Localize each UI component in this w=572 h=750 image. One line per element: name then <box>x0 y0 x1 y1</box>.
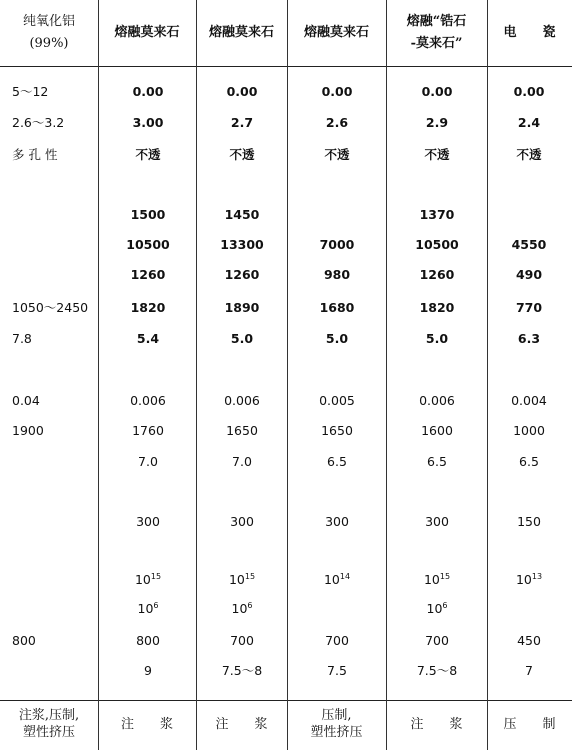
value-cell: 1820 <box>419 300 455 315</box>
cell-text-line: 注 浆 <box>215 716 268 732</box>
cell-text-line: 熔融莫来石 <box>303 25 369 40</box>
value-cell: 10500 <box>126 237 170 252</box>
exponent: 14 <box>339 571 351 581</box>
property-cell: 7.8 <box>12 331 32 346</box>
value-cell: 7.5～8 <box>416 663 458 678</box>
value-cell: 1450 <box>224 207 260 222</box>
value-cell: 800 <box>136 633 160 648</box>
value-cell: 700 <box>425 633 449 648</box>
value-cell: 不透 <box>135 147 161 162</box>
value-cell: $10^6$ <box>137 600 159 616</box>
exponent: 6 <box>247 600 253 610</box>
property-cell: 1050～2450 <box>12 300 89 315</box>
cell-text-line: 纯氧化铝 <box>22 14 75 29</box>
cell-text-line: 压 制 <box>503 716 556 732</box>
value-cell: $10^{13}$ <box>515 571 543 587</box>
property-cell: 800 <box>12 633 36 648</box>
value-cell: 0.004 <box>511 393 547 408</box>
value-cell: 770 <box>515 300 543 315</box>
value-cell: 1680 <box>319 300 355 315</box>
value-cell: 2.6 <box>325 115 349 130</box>
value-cell: 5.0 <box>230 331 254 346</box>
value-cell: 不透 <box>324 147 350 162</box>
value-cell: 6.5 <box>327 454 347 469</box>
value-cell: 6.3 <box>517 331 541 346</box>
value-cell: 0.005 <box>319 393 355 408</box>
value-cell: $10^{15}$ <box>228 571 256 587</box>
value-cell: 不透 <box>424 147 450 162</box>
value-cell: 6.5 <box>427 454 447 469</box>
exponent: 15 <box>150 571 162 581</box>
value-cell: 0.00 <box>321 84 353 99</box>
footer-forming-method <box>487 702 572 746</box>
value-cell: 7 <box>525 663 533 678</box>
value-cell: 450 <box>517 633 541 648</box>
cell-text-line: 塑性挤压 <box>22 725 75 740</box>
header-fused-zircon-mullite <box>386 0 487 66</box>
value-cell: 1260 <box>130 267 166 282</box>
property-cell: 1900 <box>12 423 44 438</box>
cell-text-line: (99%) <box>29 36 69 51</box>
value-cell: 1890 <box>224 300 260 315</box>
value-cell: 980 <box>323 267 351 282</box>
value-cell: $10^6$ <box>231 600 253 616</box>
value-cell: 150 <box>517 514 541 529</box>
value-cell: 0.006 <box>224 393 260 408</box>
cell-text-line: 熔融莫来石 <box>208 25 274 40</box>
exponent: 13 <box>531 571 543 581</box>
value-cell: 0.00 <box>513 84 545 99</box>
cell-text-line: -莫来石” <box>410 36 463 51</box>
value-cell: 1000 <box>513 423 545 438</box>
value-cell: 0.006 <box>130 393 166 408</box>
column-divider <box>98 0 99 750</box>
header-fused-mullite-2 <box>196 0 287 66</box>
value-cell: 6.5 <box>519 454 539 469</box>
value-cell: 300 <box>230 514 254 529</box>
value-cell: 1650 <box>321 423 353 438</box>
value-cell: 0.006 <box>419 393 455 408</box>
header-fused-mullite-3 <box>287 0 386 66</box>
value-cell: 9 <box>144 663 152 678</box>
value-cell: 1260 <box>224 267 260 282</box>
cell-text-line: 压制, <box>321 708 352 723</box>
value-cell: 0.00 <box>132 84 164 99</box>
value-cell: 0.00 <box>226 84 258 99</box>
cell-text-line: 熔融“锆石 <box>406 14 467 29</box>
exponent: 6 <box>442 600 448 610</box>
cell-text-line: 电 瓷 <box>503 25 556 40</box>
cell-text-line: 熔融莫来石 <box>114 25 180 40</box>
cell-text-line: 注 浆 <box>120 716 173 732</box>
value-cell: $10^{15}$ <box>423 571 451 587</box>
property-cell: 多 孔 性 <box>12 147 58 162</box>
value-cell: 1760 <box>132 423 164 438</box>
property-cell: 2.6～3.2 <box>12 115 65 130</box>
value-cell: 5.4 <box>136 331 160 346</box>
value-cell: 7.5～8 <box>221 663 263 678</box>
value-cell: 7000 <box>319 237 355 252</box>
cell-text-line: 注 浆 <box>410 716 463 732</box>
value-cell: 700 <box>325 633 349 648</box>
value-cell: 1260 <box>419 267 455 282</box>
value-cell: 7.0 <box>138 454 158 469</box>
value-cell: 2.4 <box>517 115 541 130</box>
value-cell: 300 <box>425 514 449 529</box>
footer-forming-method <box>287 702 386 746</box>
footer-forming-method <box>0 702 98 746</box>
exponent: 6 <box>153 600 159 610</box>
value-cell: 5.0 <box>325 331 349 346</box>
value-cell: $10^{14}$ <box>323 571 351 587</box>
footer-forming-method <box>196 702 287 746</box>
value-cell: 不透 <box>516 147 542 162</box>
value-cell: 1500 <box>130 207 166 222</box>
value-cell: 1600 <box>421 423 453 438</box>
value-cell: 不透 <box>229 147 255 162</box>
footer-forming-method <box>98 702 196 746</box>
property-cell: 5～12 <box>12 84 49 99</box>
value-cell: 490 <box>515 267 543 282</box>
header-fused-mullite-1 <box>98 0 196 66</box>
value-cell: 0.00 <box>421 84 453 99</box>
header-electrical-porcelain <box>487 0 572 66</box>
value-cell: 7.0 <box>232 454 252 469</box>
value-cell: 7.5 <box>327 663 347 678</box>
value-cell: 13300 <box>220 237 264 252</box>
value-cell: 700 <box>230 633 254 648</box>
value-cell: 1370 <box>419 207 455 222</box>
value-cell: 300 <box>136 514 160 529</box>
value-cell: 2.9 <box>425 115 449 130</box>
value-cell: 1650 <box>226 423 258 438</box>
value-cell: $10^6$ <box>426 600 448 616</box>
value-cell: $10^{15}$ <box>134 571 162 587</box>
value-cell: 2.7 <box>230 115 254 130</box>
exponent: 15 <box>244 571 256 581</box>
cell-text-line: 注浆,压制, <box>18 708 80 723</box>
cell-text-line: 塑性挤压 <box>310 725 363 740</box>
header-pure-alumina <box>0 0 98 66</box>
property-cell: 0.04 <box>12 393 40 408</box>
exponent: 15 <box>439 571 451 581</box>
value-cell: 4550 <box>511 237 547 252</box>
footer-forming-method <box>386 702 487 746</box>
value-cell: 300 <box>325 514 349 529</box>
value-cell: 10500 <box>415 237 459 252</box>
value-cell: 3.00 <box>132 115 164 130</box>
value-cell: 5.0 <box>425 331 449 346</box>
value-cell: 1820 <box>130 300 166 315</box>
